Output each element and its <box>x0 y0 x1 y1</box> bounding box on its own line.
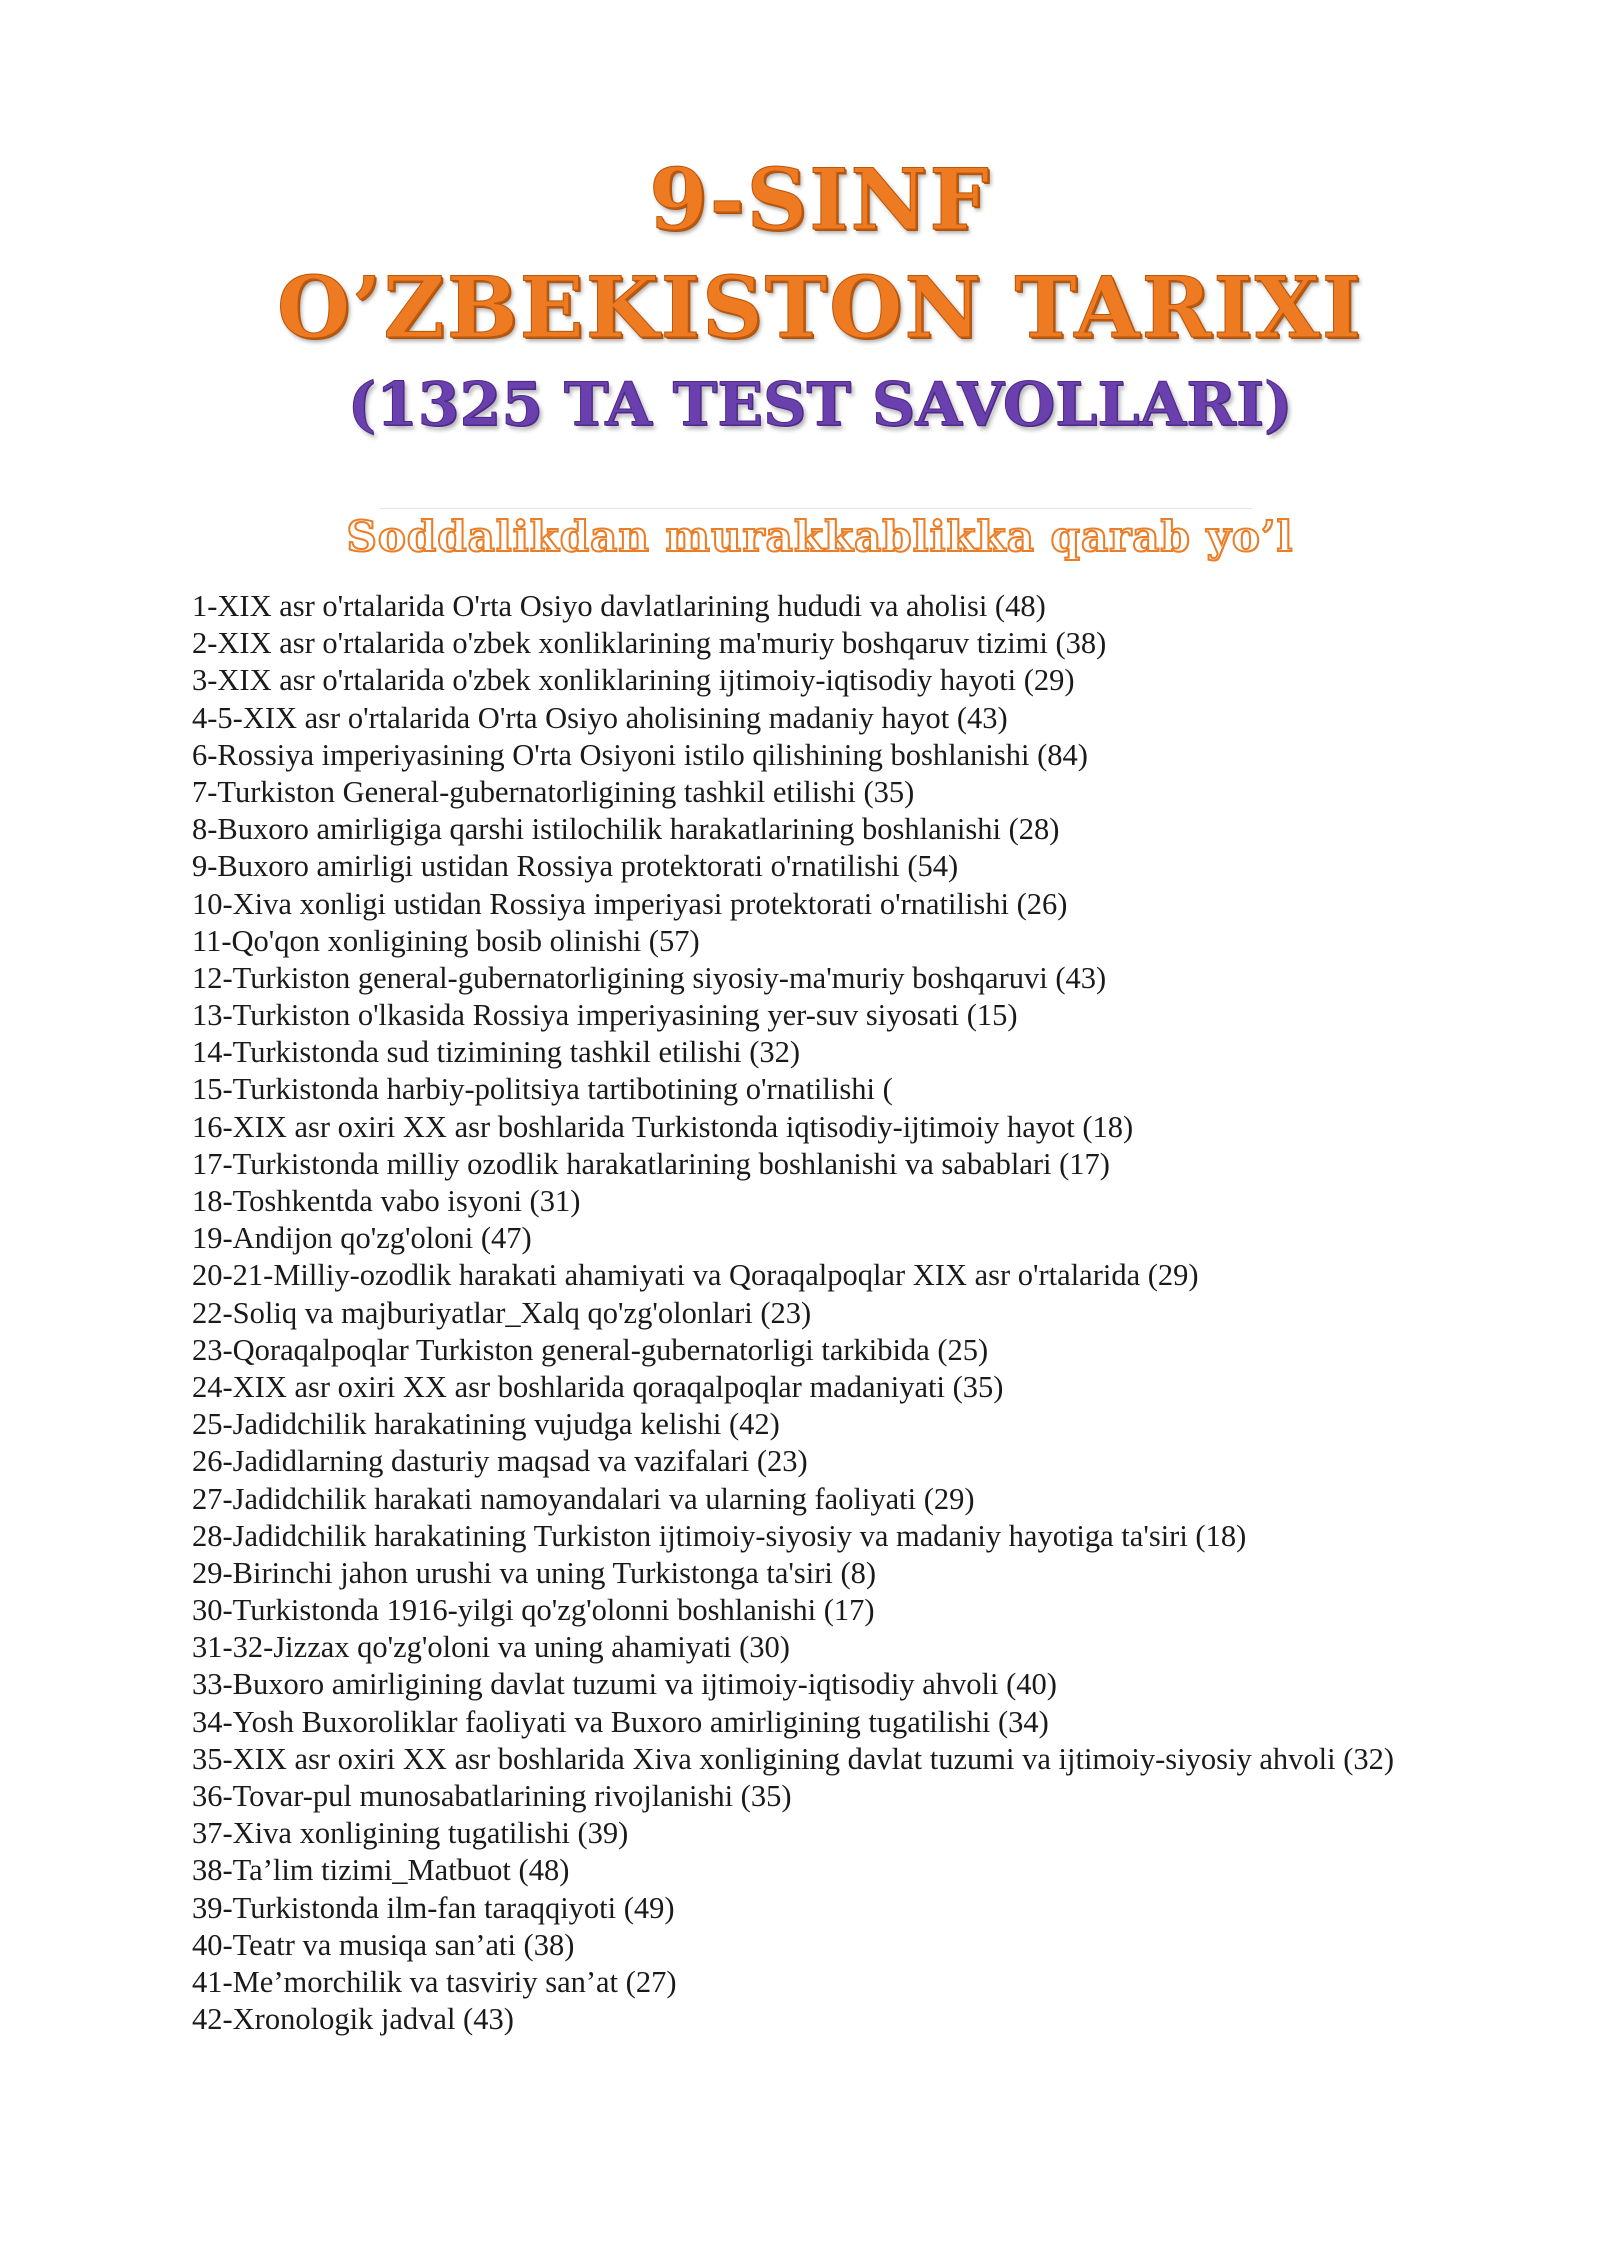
toc-item: 41-Me’morchilik va tasviriy san’at (27) <box>192 1964 677 1999</box>
toc-item: 13-Turkiston o'lkasida Rossiya imperiyasining yer-suv siyosati (15) <box>192 998 1018 1033</box>
subtitle: Soddalikdan murakkablikka qarab yo’l <box>346 512 1294 561</box>
toc-item: 18-Toshkentda vabo isyoni (31) <box>192 1184 581 1218</box>
toc-item: 40-Teatr va musiqa san’ati (38) <box>192 1927 575 1962</box>
toc-item: 8-Buxoro amirligiga qarshi istilochilik harakatlarining boshlanishi (28) <box>192 812 1060 847</box>
toc-item: 4-5-XIX asr o'rtalarida O'rta Osiyo aholisining madaniy hayot (43) <box>192 700 1008 735</box>
toc-item: 26-Jadidlarning dasturiy maqsad va vazifalari (23) <box>192 1444 808 1479</box>
toc-item: 6-Rossiya imperiyasining O'rta Osiyoni istilo qilishining boshlanishi (84) <box>192 737 1088 772</box>
toc-item: 38-Ta’lim tizimi_Matbuot (48) <box>192 1853 570 1888</box>
toc-item: 7-Turkiston General-gubernatorligining tashkil etilishi (35) <box>192 774 915 809</box>
toc-item: 39-Turkistonda ilm-fan taraqqiyoti (49) <box>192 1890 675 1925</box>
toc-item: 16-XIX asr oxiri XX asr boshlarida Turkistonda iqtisodiy-ijtimoiy hayot (18) <box>192 1109 1134 1144</box>
toc-item: 14-Turkistonda sud tizimining tashkil etilishi (32) <box>192 1035 801 1070</box>
toc-item: 9-Buxoro amirligi ustidan Rossiya protektorati o'rnatilishi (54) <box>192 849 959 884</box>
title-divider <box>380 508 1252 509</box>
toc-item: 34-Yosh Buxoroliklar faoliyati va Buxoro amirligining tugatilishi (34) <box>192 1704 1049 1739</box>
toc-item: 27-Jadidchilik harakati namoyandalari va ularning faoliyati (29) <box>192 1481 975 1516</box>
toc-item: 33-Buxoro amirligining davlat tuzumi va ijtimoiy-iqtisodiy ahvoli (40) <box>192 1667 1057 1702</box>
title-test-count: (1325 TA TEST SAVOLLARI) <box>347 370 1293 440</box>
toc-item: 24-XIX asr oxiri XX asr boshlarida qoraqalpoqlar madaniyati (35) <box>192 1369 1004 1404</box>
toc-item: 10-Xiva xonligi ustidan Rossiya imperiyasi protektorati o'rnatilishi (26) <box>192 886 1068 921</box>
toc-item: 30-Turkistonda 1916-yilgi qo'zg'olonni boshlanishi (17) <box>192 1593 875 1628</box>
toc-item: 1-XIX asr o'rtalarida O'rta Osiyo davlatlarining hududi va aholisi (48) <box>192 589 1046 623</box>
toc-item: 35-XIX asr oxiri XX asr boshlarida Xiva xonligining davlat tuzumi va ijtimoiy-siyosiy ahvoli (32) <box>192 1741 1395 1776</box>
toc-item: 29-Birinchi jahon urushi va uning Turkistonga ta'siri (8) <box>192 1555 877 1590</box>
toc-item: 11-Qo'qon xonligining bosib olinishi (57) <box>192 923 700 958</box>
toc-item: 31-32-Jizzax qo'zg'oloni va uning ahamiyati (30) <box>192 1630 790 1665</box>
toc-item: 22-Soliq va majburiyatlar_Xalq qo'zg'olonlari (23) <box>192 1295 812 1330</box>
title-subject: O’ZBEKISTON TARIXI <box>276 258 1364 357</box>
toc-item: 37-Xiva xonligining tugatilishi (39) <box>192 1816 629 1851</box>
toc-item: 19-Andijon qo'zg'oloni (47) <box>192 1221 532 1256</box>
toc-item: 25-Jadidchilik harakatining vujudga kelishi (42) <box>192 1407 780 1442</box>
toc-item: 20-21-Milliy-ozodlik harakati ahamiyati va Qoraqalpoqlar XIX asr o'rtalarida (29) <box>192 1258 1199 1293</box>
toc-item: 28-Jadidchilik harakatining Turkiston ijtimoiy-siyosiy va madaniy hayotiga ta'siri (18) <box>192 1518 1247 1553</box>
toc-item: 3-XIX asr o'rtalarida o'zbek xonliklarining ijtimoiy-iqtisodiy hayoti (29) <box>192 663 1075 698</box>
toc-item: 2-XIX asr o'rtalarida o'zbek xonliklarining ma'muriy boshqaruv tizimi (38) <box>192 626 1107 661</box>
toc-item: 12-Turkiston general-gubernatorligining siyosiy-ma'muriy boshqaruvi (43) <box>192 960 1107 995</box>
toc-item: 36-Tovar-pul munosabatlarining rivojlanishi (35) <box>192 1779 792 1813</box>
table-of-contents <box>192 588 1572 2038</box>
toc-item: 15-Turkistonda harbiy-politsiya tartibotining o'rnatilishi ( <box>192 1072 893 1107</box>
toc-item: 23-Qoraqalpoqlar Turkiston general-gubernatorligi tarkibida (25) <box>192 1332 989 1367</box>
title-grade: 9-SINF <box>649 150 991 249</box>
toc-item: 17-Turkistonda milliy ozodlik harakatlarining boshlanishi va sabablari (17) <box>192 1146 1110 1181</box>
toc-item: 42-Xronologik jadval (43) <box>192 2002 514 2037</box>
